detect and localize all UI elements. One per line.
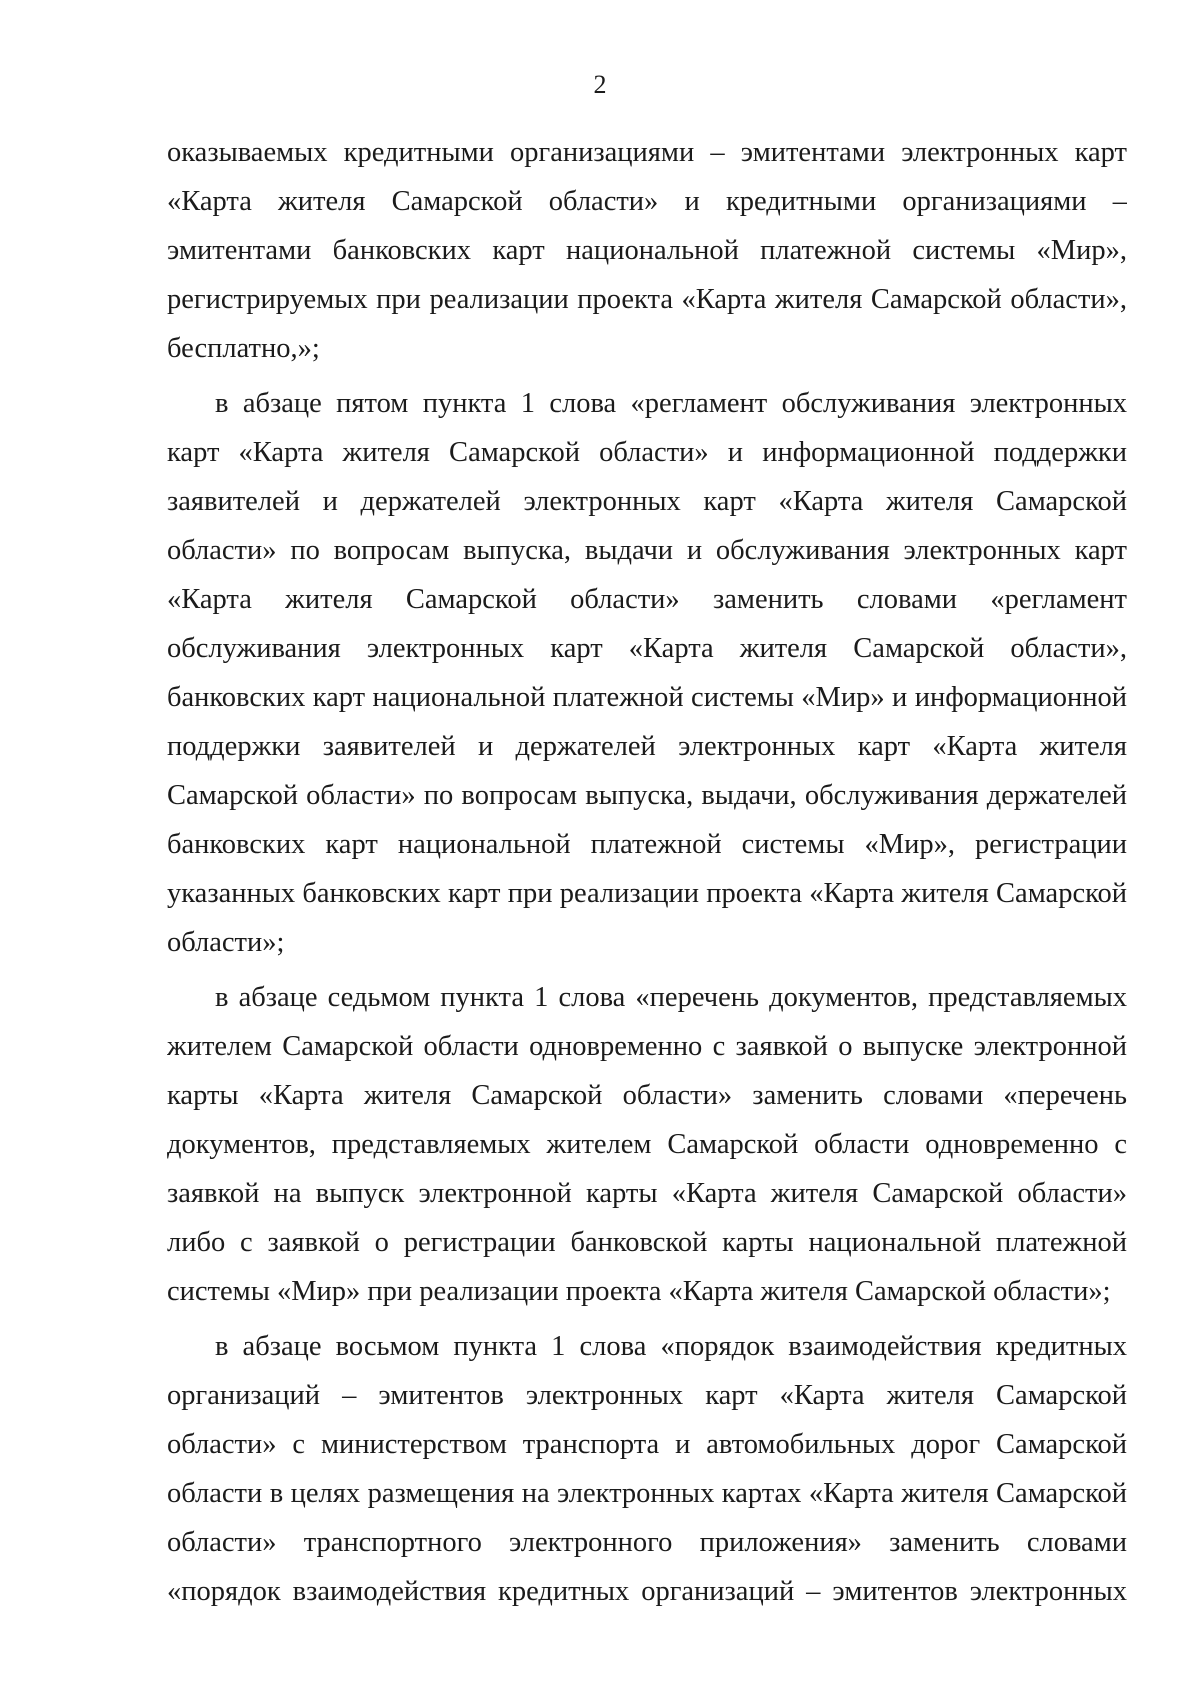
text-line: регистрируемых при реализации проекта «Карта жителя Самарской области», <box>167 284 1127 315</box>
text-line: системы «Мир» при реализации проекта «Карта жителя Самарской области»; <box>167 1276 1111 1307</box>
text-line: области» по вопросам выпуска, выдачи и обслуживания электронных карт <box>167 535 1127 566</box>
text-line: документов, представляемых жителем Самарской области одновременно с <box>167 1129 1127 1160</box>
text-line: в абзаце пятом пункта 1 слова «регламент обслуживания электронных <box>215 388 1127 419</box>
paragraph <box>167 128 1127 373</box>
paragraph <box>167 379 1127 967</box>
text-line: банковских карт национальной платежной системы «Мир», регистрации <box>167 829 1127 860</box>
text-line: «Карта жителя Самарской области» и кредитными организациями – <box>167 186 1127 217</box>
text-line: в абзаце седьмом пункта 1 слова «перечень документов, представляемых <box>215 982 1127 1013</box>
text-line: области» с министерством транспорта и автомобильных дорог Самарской <box>167 1429 1127 1460</box>
text-line: области в целях размещения на электронных картах «Карта жителя Самарской <box>167 1478 1127 1509</box>
text-line: организаций – эмитентов электронных карт «Карта жителя Самарской <box>167 1380 1127 1411</box>
text-line: карт «Карта жителя Самарской области» и информационной поддержки <box>167 437 1127 468</box>
text-line: либо с заявкой о регистрации банковской карты национальной платежной <box>167 1227 1127 1258</box>
text-line: заявкой на выпуск электронной карты «Карта жителя Самарской области» <box>167 1178 1127 1209</box>
text-line: поддержки заявителей и держателей электронных карт «Карта жителя <box>167 731 1127 762</box>
page-number: 2 <box>593 70 607 99</box>
paragraph <box>167 1322 1127 1616</box>
text-line: банковских карт национальной платежной системы «Мир» и информационной <box>167 682 1127 713</box>
text-line: Самарской области» по вопросам выпуска, выдачи, обслуживания держателей <box>167 780 1127 811</box>
text-line: жителем Самарской области одновременно с заявкой о выпуске электронной <box>167 1031 1127 1062</box>
paragraph <box>167 973 1127 1316</box>
text-line: оказываемых кредитными организациями – эмитентами электронных карт <box>167 137 1127 168</box>
text-line: обслуживания электронных карт «Карта жителя Самарской области», <box>167 633 1127 664</box>
text-line: области» транспортного электронного приложения» заменить словами <box>167 1527 1127 1558</box>
document-body <box>167 128 1127 1616</box>
text-line: заявителей и держателей электронных карт «Карта жителя Самарской <box>167 486 1127 517</box>
text-line: указанных банковских карт при реализации проекта «Карта жителя Самарской <box>167 878 1127 909</box>
text-line: карты «Карта жителя Самарской области» заменить словами «перечень <box>167 1080 1127 1111</box>
text-line: области»; <box>167 927 285 958</box>
text-line: эмитентами банковских карт национальной платежной системы «Мир», <box>167 235 1127 266</box>
text-line: в абзаце восьмом пункта 1 слова «порядок взаимодействия кредитных <box>215 1331 1127 1362</box>
text-line: «Карта жителя Самарской области» заменить словами «регламент <box>167 584 1127 615</box>
text-line: «порядок взаимодействия кредитных организаций – эмитентов электронных <box>167 1576 1127 1607</box>
text-line: бесплатно,»; <box>167 333 320 364</box>
